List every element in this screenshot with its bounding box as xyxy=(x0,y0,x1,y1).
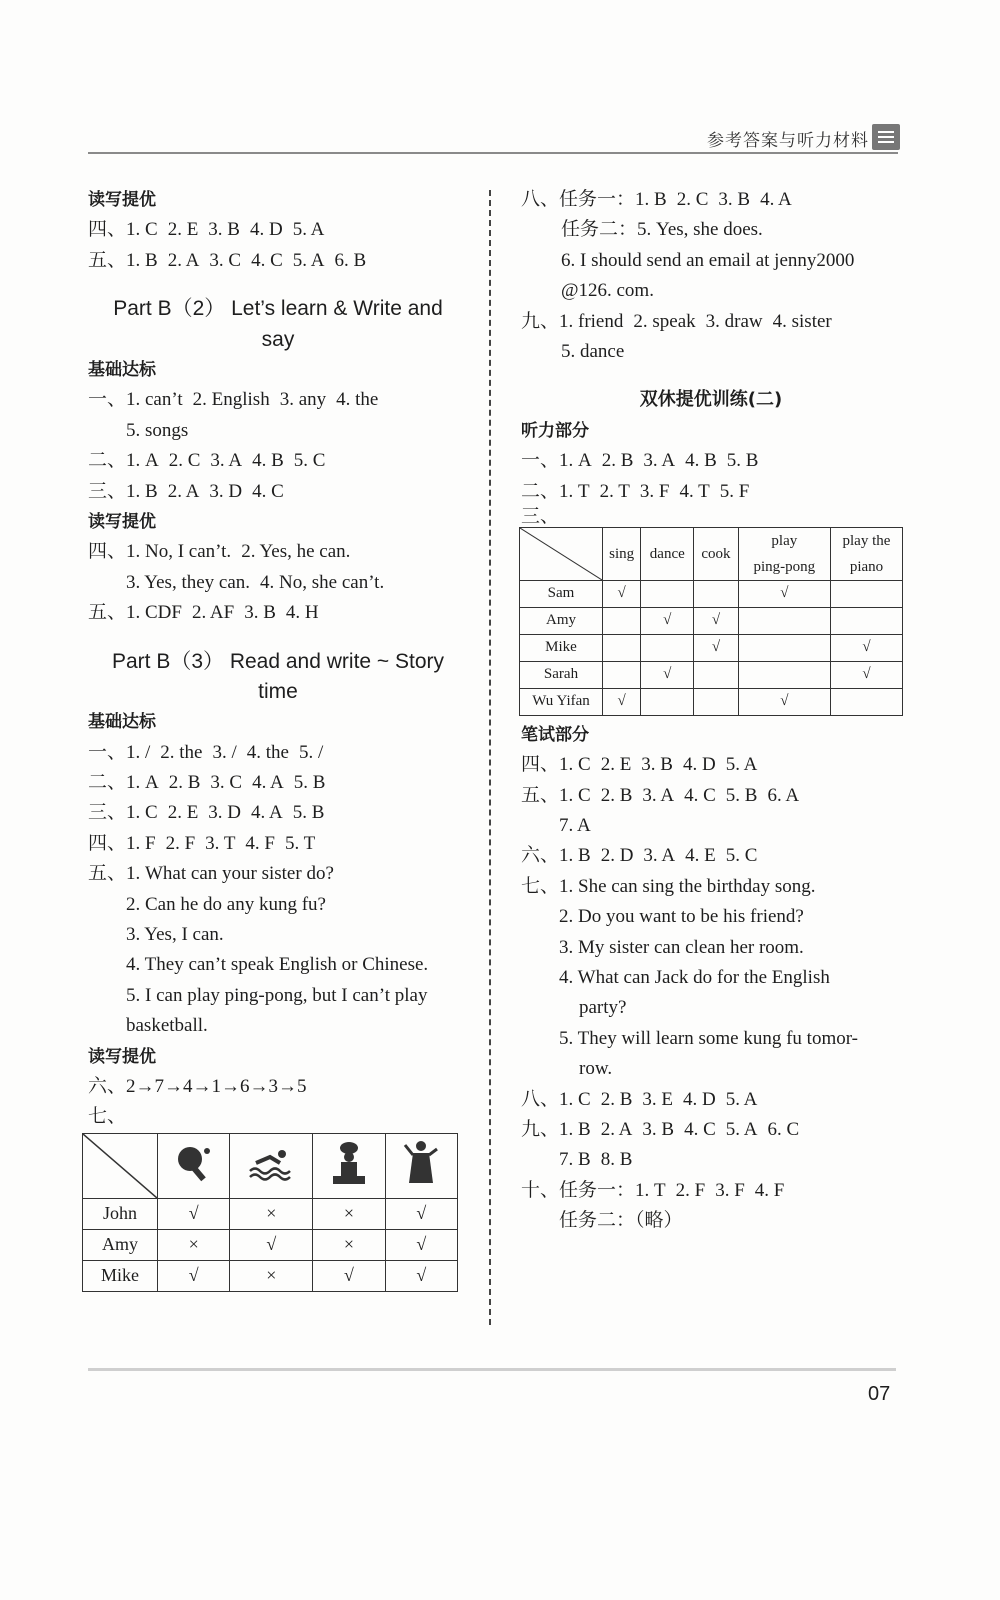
answer-item: 4. C xyxy=(251,249,283,271)
section-title: 双休提优训练(二) xyxy=(639,389,783,411)
dancing-icon xyxy=(401,1139,441,1187)
answer-item: 4. F xyxy=(754,1179,785,1201)
answer-line xyxy=(521,1085,901,1115)
table-cell: √ xyxy=(158,1260,230,1291)
answer-item: 4. the xyxy=(336,389,379,411)
answer-item: 3. draw xyxy=(705,310,763,332)
answer-item: 2. T xyxy=(599,480,630,502)
answer-line: 4. They can’t speak English or Chinese. xyxy=(126,954,429,976)
answer-line: 七、1. She can sing the birthday song. xyxy=(521,875,816,897)
listening-table xyxy=(519,527,903,716)
answer-item: 4. No, she can’t. xyxy=(260,571,385,593)
answer-line: 六、2→7→4→1→6→3→5 xyxy=(88,1076,307,1097)
answer-item: 4. T xyxy=(679,480,710,502)
answer-line: party? xyxy=(579,997,627,1019)
table-header-cell xyxy=(158,1133,230,1198)
answer-item: 3. Yes, they can. xyxy=(126,571,251,593)
table-cell: √ xyxy=(694,634,738,661)
table-cell xyxy=(694,580,738,607)
answer-item: 一、1. can’t xyxy=(88,389,183,411)
answer-item: 5. A xyxy=(292,219,325,241)
answer-item: 2. English xyxy=(192,389,270,411)
answer-item: 4. B xyxy=(685,450,717,472)
table-header-cell: dance xyxy=(641,527,694,580)
footer-rule xyxy=(88,1368,896,1371)
table-row xyxy=(520,661,903,688)
answer-item: 二、1. T xyxy=(521,480,590,502)
table-cell xyxy=(603,607,641,634)
section-heading: 读写提优 xyxy=(88,511,156,532)
table-cell: √ xyxy=(694,607,738,634)
answer-line: @126. com. xyxy=(561,280,654,302)
answer-line xyxy=(88,537,468,567)
answer-item: 3. B xyxy=(642,1118,675,1140)
answer-item: 四、1. No, I can’t. xyxy=(88,541,232,563)
answer-line: 5. dance xyxy=(561,340,625,362)
answer-line xyxy=(521,307,901,337)
answer-line xyxy=(88,568,468,598)
table-header-cell: play the piano xyxy=(830,527,902,580)
answer-item: 3. B xyxy=(244,602,276,624)
answer-item: 3. A xyxy=(643,845,676,867)
answer-line: 6. I should send an email at jenny2000 xyxy=(561,249,855,271)
table-cell xyxy=(603,634,641,661)
table-cell xyxy=(830,607,902,634)
answer-item: 2. D xyxy=(600,845,634,867)
answer-item: 4. D xyxy=(682,1088,716,1110)
answer-item: 八、任务一：1. B xyxy=(521,189,667,210)
answer-line: 五、1. What can your sister do? xyxy=(88,863,334,885)
ping-pong-icon xyxy=(174,1143,214,1183)
answer-line xyxy=(521,1176,901,1206)
answer-item: 4. F xyxy=(245,832,275,854)
answer-item: 九、1. friend xyxy=(521,310,624,332)
table-cell: √ xyxy=(830,661,902,688)
answer-line xyxy=(521,1145,901,1175)
answer-item: 十、任务一：1. T xyxy=(521,1179,666,1201)
answer-item: 2. C xyxy=(676,189,709,210)
answer-item: 3. D xyxy=(208,802,242,824)
answer-item: 3. A xyxy=(642,784,675,806)
table-cell xyxy=(694,688,738,715)
answer-line: 七、 xyxy=(88,1106,127,1128)
table-cell: √ xyxy=(385,1229,457,1260)
answer-line xyxy=(88,246,468,276)
table-cell: √ xyxy=(830,634,902,661)
answer-line: 5. songs xyxy=(126,419,189,441)
table-header-cell: sing xyxy=(603,527,641,580)
activity-table xyxy=(82,1133,458,1292)
answer-line xyxy=(521,1115,901,1145)
answer-item: 四、1. F xyxy=(88,832,156,854)
answer-line: 任务二：（略） xyxy=(559,1210,683,1232)
answer-line xyxy=(88,385,468,415)
answer-line xyxy=(88,829,468,859)
table-cell xyxy=(694,661,738,688)
answer-item: 3. / xyxy=(212,741,237,763)
table-header-cell: cook xyxy=(694,527,738,580)
answer-item: 五、1. B xyxy=(88,249,158,271)
answer-line: 7. A xyxy=(559,815,591,837)
answer-line xyxy=(88,446,468,476)
row-name: Amy xyxy=(520,607,603,634)
column-divider xyxy=(489,190,491,1325)
answer-item: 二、1. A xyxy=(88,450,159,472)
answer-line xyxy=(88,738,468,768)
answer-item: 3. A xyxy=(210,450,243,472)
answer-item: 2. E xyxy=(167,802,199,824)
answer-item: 4. B xyxy=(252,450,284,472)
table-cell: √ xyxy=(603,580,641,607)
part-title-line: say xyxy=(261,327,295,351)
answer-item: 八、1. C xyxy=(521,1088,591,1110)
answer-item: 6. B xyxy=(334,249,367,271)
table-header-cell xyxy=(230,1133,313,1198)
answer-item: 4. A xyxy=(251,802,283,824)
answer-item: 3. B xyxy=(208,219,240,241)
swimming-icon xyxy=(248,1145,294,1181)
part-title-line: time xyxy=(258,679,298,703)
table-cell: √ xyxy=(641,661,694,688)
answer-item: 四、1. C xyxy=(88,219,158,241)
table-cell xyxy=(738,661,830,688)
answer-item: 3. F xyxy=(715,1179,745,1201)
answer-line: 5. I can play ping-pong, but I can’t play xyxy=(126,984,428,1006)
table-row xyxy=(83,1260,458,1291)
answer-item: 5. F xyxy=(719,480,750,502)
answer-item: 2. E xyxy=(167,219,199,241)
answer-line: 3. My sister can clean her room. xyxy=(559,936,804,958)
answer-item: 2. speak xyxy=(633,310,696,332)
answer-item: 4. D xyxy=(682,754,716,776)
table-cell: × xyxy=(313,1198,385,1229)
page-number: 07 xyxy=(868,1383,891,1405)
answer-item: 九、1. B xyxy=(521,1118,591,1140)
answer-line: 3. Yes, I can. xyxy=(126,924,224,946)
right-column xyxy=(521,185,901,1237)
part-title xyxy=(88,647,468,708)
table-row xyxy=(520,688,903,715)
answer-item: 4. H xyxy=(285,602,319,624)
table-header-cell: play ping-pong xyxy=(738,527,830,580)
table-cell: √ xyxy=(738,688,830,715)
table-header-cell xyxy=(313,1133,385,1198)
left-column xyxy=(88,185,468,1292)
section-heading: 读写提优 xyxy=(88,190,156,210)
section-heading: 听力部分 xyxy=(521,420,589,441)
answer-item: 5. B xyxy=(292,802,325,824)
table-corner xyxy=(520,527,603,580)
answer-item: 3. D xyxy=(209,480,243,502)
answer-item: 5. B xyxy=(725,784,758,806)
table-cell xyxy=(641,688,694,715)
answer-item: 4. C xyxy=(252,480,284,502)
answer-line xyxy=(88,598,468,628)
row-name: John xyxy=(83,1198,158,1229)
answer-item: 5. B xyxy=(726,450,759,472)
answer-item: 4. the xyxy=(246,741,289,763)
table-cell: √ xyxy=(738,580,830,607)
answer-item: 2. A xyxy=(600,1118,633,1140)
answer-line xyxy=(521,185,901,215)
answer-item: 5. C xyxy=(293,450,326,472)
answer-line xyxy=(88,798,468,828)
table-cell: √ xyxy=(230,1229,313,1260)
table-row xyxy=(520,580,903,607)
answer-item: 7. B xyxy=(559,1149,591,1171)
answer-item: 5. T xyxy=(285,832,316,854)
answer-item: 5. A xyxy=(725,1088,758,1110)
answer-line xyxy=(88,215,468,245)
answer-line: basketball. xyxy=(126,1015,208,1037)
part-title-line: Part B（2） Let’s learn & Write and xyxy=(113,297,443,321)
table-cell: √ xyxy=(385,1198,457,1229)
answer-item: 4. sister xyxy=(772,310,832,332)
answer-item: 3. any xyxy=(279,389,327,411)
table-cell: √ xyxy=(313,1260,385,1291)
table-cell: √ xyxy=(385,1260,457,1291)
answer-item: 3. F xyxy=(639,480,670,502)
table-cell: √ xyxy=(641,607,694,634)
table-cell xyxy=(738,607,830,634)
table-cell: × xyxy=(313,1229,385,1260)
answer-item: 2. E xyxy=(600,754,632,776)
answer-item: 2. F xyxy=(165,832,196,854)
answer-item: 2. AF xyxy=(191,602,235,624)
table-cell: √ xyxy=(603,688,641,715)
table-cell xyxy=(603,661,641,688)
answer-item: 5. A xyxy=(292,249,325,271)
answer-line xyxy=(521,841,901,871)
table-cell xyxy=(641,580,694,607)
answer-item: 4. A xyxy=(760,189,792,210)
answer-item: 3. A xyxy=(643,450,676,472)
table-row xyxy=(520,634,903,661)
table-cell: × xyxy=(230,1198,313,1229)
table-row xyxy=(83,1198,458,1229)
header-title: 参考答案与听力材料 xyxy=(707,131,869,151)
answer-item: 4. A xyxy=(252,772,284,794)
row-name: Mike xyxy=(520,634,603,661)
table-cell xyxy=(830,688,902,715)
answer-item: 4. C xyxy=(684,1118,716,1140)
answer-line xyxy=(88,768,468,798)
answer-line: 任务二：5. Yes, she does. xyxy=(561,219,763,241)
book-icon xyxy=(872,124,900,150)
answer-item: 2. the xyxy=(160,741,203,763)
table-cell xyxy=(641,634,694,661)
row-name: Mike xyxy=(83,1260,158,1291)
answer-item: 一、1. / xyxy=(88,741,151,763)
answer-item: 5. / xyxy=(299,741,324,763)
answer-item: 6. A xyxy=(767,784,800,806)
answer-line xyxy=(521,781,901,811)
answer-item: 4. D xyxy=(249,219,283,241)
answer-line xyxy=(521,446,901,476)
answer-item: 2. B xyxy=(601,450,634,472)
table-cell xyxy=(738,634,830,661)
table-row xyxy=(83,1229,458,1260)
answer-item: 2. B xyxy=(600,1088,633,1110)
header-rule xyxy=(88,152,898,154)
answer-item: 四、1. C xyxy=(521,754,591,776)
answer-line: 2. Can he do any kung fu? xyxy=(126,893,326,915)
answer-item: 5. C xyxy=(725,845,758,867)
answer-line: row. xyxy=(579,1058,613,1080)
answer-item: 2. B xyxy=(600,784,633,806)
answer-item: 5. A xyxy=(725,1118,758,1140)
answer-line: 5. They will learn some kung fu tomor- xyxy=(559,1027,858,1049)
answer-line xyxy=(88,477,468,507)
table-corner xyxy=(83,1133,158,1198)
answer-item: 6. C xyxy=(767,1118,800,1140)
table-header-cell xyxy=(385,1133,457,1198)
answer-line: 2. Do you want to be his friend? xyxy=(559,906,804,928)
cooking-icon xyxy=(329,1140,369,1186)
answer-item: 三、1. C xyxy=(88,802,158,824)
answer-item: 3. B xyxy=(641,754,673,776)
answer-item: 5. A xyxy=(725,754,758,776)
row-name: Sarah xyxy=(520,661,603,688)
part-title-line: Part B（3） Read and write ~ Story xyxy=(111,649,445,673)
answer-item: 3. B xyxy=(718,189,751,210)
section-heading: 笔试部分 xyxy=(521,724,589,745)
answer-line: 三、 xyxy=(521,505,560,527)
answer-item: 8. B xyxy=(600,1149,633,1171)
table-cell: × xyxy=(230,1260,313,1291)
answer-item: 3. C xyxy=(210,772,243,794)
answer-item: 2. C xyxy=(168,450,201,472)
answer-item: 三、1. B xyxy=(88,480,158,502)
answer-item: 五、1. C xyxy=(521,784,591,806)
answer-line xyxy=(521,477,901,507)
section-heading: 基础达标 xyxy=(88,359,156,380)
answer-item: 2. A xyxy=(167,249,200,271)
table-cell: √ xyxy=(158,1198,230,1229)
table-cell xyxy=(830,580,902,607)
answer-item: 六、1. B xyxy=(521,845,591,867)
answer-item: 4. E xyxy=(685,845,716,867)
answer-item: 5. B xyxy=(293,772,326,794)
row-name: Amy xyxy=(83,1229,158,1260)
answer-item: 五、1. CDF xyxy=(88,602,182,624)
answer-line xyxy=(521,750,901,780)
section-heading: 读写提优 xyxy=(88,1046,156,1067)
table-row xyxy=(520,607,903,634)
part-title xyxy=(88,294,468,355)
answer-item: 二、1. A xyxy=(88,772,159,794)
answer-item: 2. Yes, he can. xyxy=(241,541,351,563)
answer-item: 4. C xyxy=(684,784,716,806)
answer-line: 4. What can Jack do for the English xyxy=(559,967,830,989)
answer-item: 一、1. A xyxy=(521,450,592,472)
answer-item: 3. C xyxy=(209,249,242,271)
row-name: Wu Yifan xyxy=(520,688,603,715)
answer-item: 2. B xyxy=(168,772,201,794)
row-name: Sam xyxy=(520,580,603,607)
answer-item: 3. E xyxy=(642,1088,673,1110)
table-cell: × xyxy=(158,1229,230,1260)
answer-item: 3. T xyxy=(205,832,236,854)
section-heading: 基础达标 xyxy=(88,712,156,733)
answer-item: 2. F xyxy=(675,1179,706,1201)
answer-item: 2. A xyxy=(167,480,200,502)
